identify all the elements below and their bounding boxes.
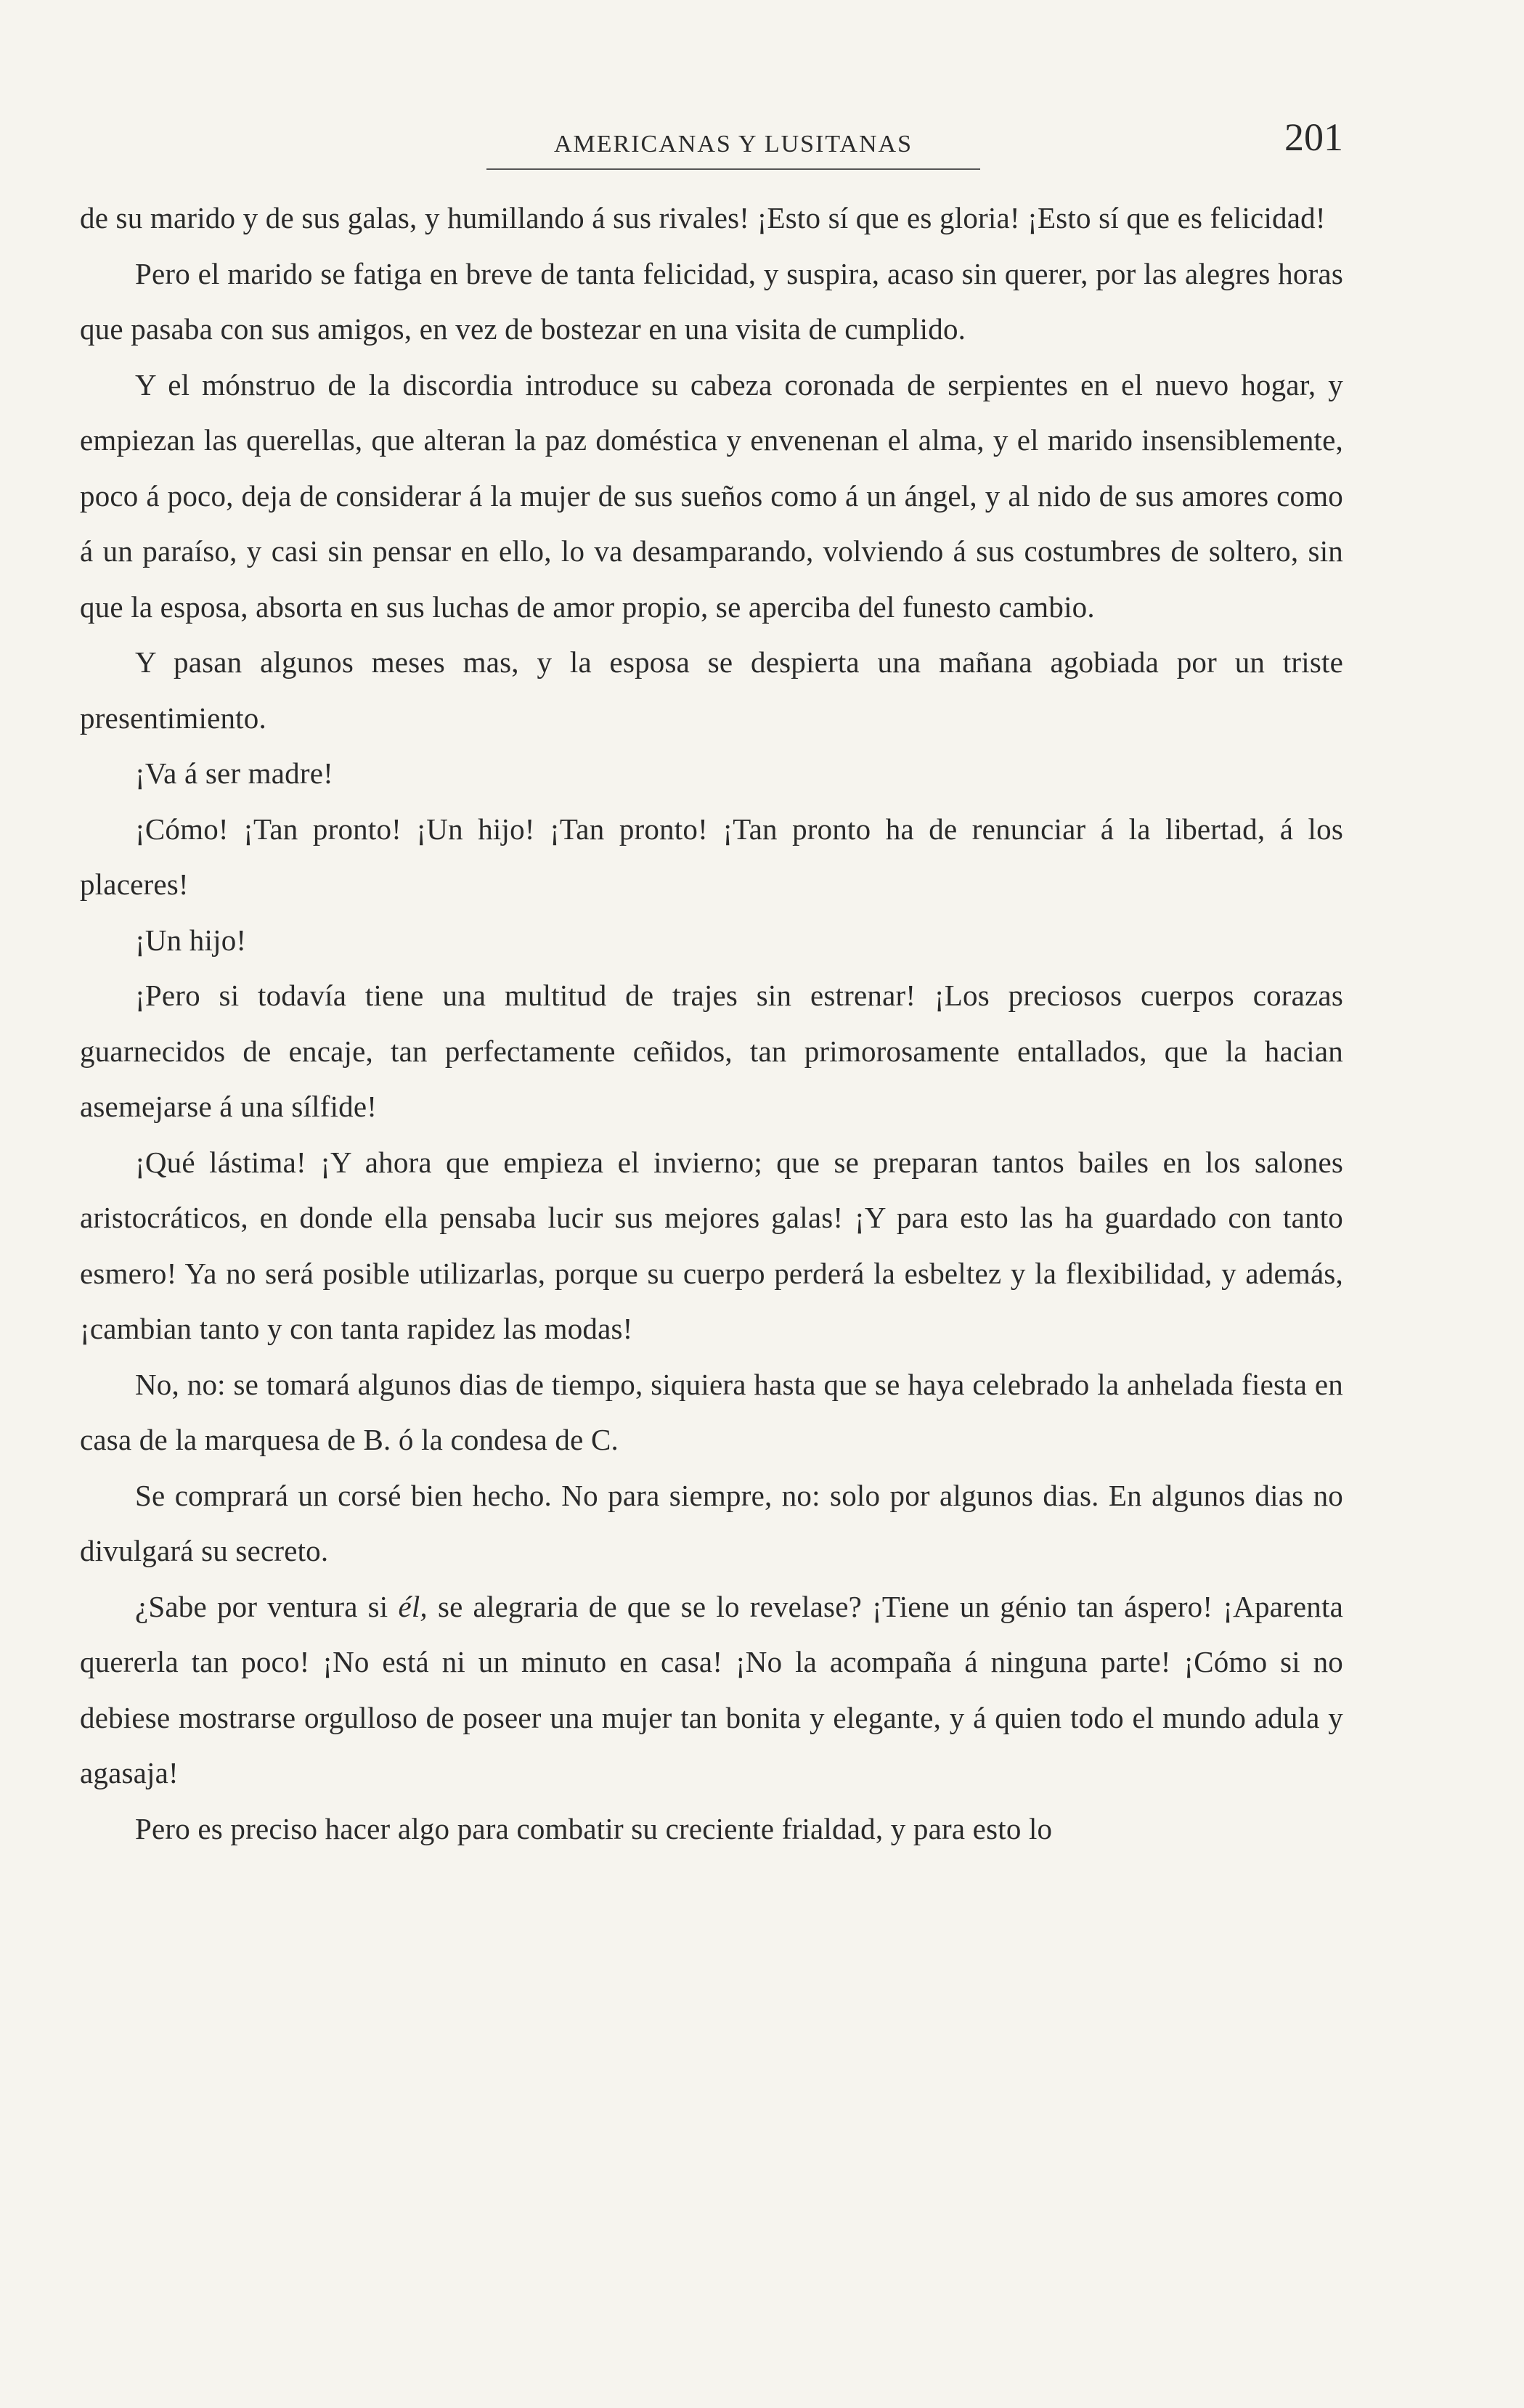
header-rule: [486, 168, 980, 170]
paragraph-12-end: se alegraria de que se lo revelase? ¡Tiene un génio tan áspero! ¡Aparenta quererla tan poco! ¡No está ni un minuto en casa! ¡No la acompaña á ninguna parte! ¡Cómo si no debiese mostrarse orgulloso de poseer una mujer tan bonita y elegante, y á quien todo el mundo adula y agasaja!: [80, 1589, 1343, 1789]
paragraph-12-start: ¿Sabe por ventura si: [135, 1589, 399, 1623]
paragraph-4: Y pasan algunos meses mas, y la esposa se despierta una mañana agobiada por un triste presentimiento.: [80, 645, 1343, 735]
paragraph-13: Pero es preciso hacer algo para combatir su creciente frialdad, y para esto lo: [135, 1811, 1053, 1845]
paragraph-2: Pero el marido se fatiga en breve de tanta felicidad, y suspira, acaso sin querer, por las alegres horas que pasaba con sus amigos, en vez de bostezar en una visita de cumplido.: [80, 256, 1343, 346]
running-title: AMERICANAS Y LUSITANAS: [553, 131, 913, 158]
body-text: [80, 190, 1343, 1856]
paragraph-12: [80, 1579, 1343, 1801]
paragraph-5: ¡Va á ser madre!: [135, 756, 333, 790]
paragraph-9: ¡Qué lástima! ¡Y ahora que empieza el invierno; que se preparan tantos bailes en los salones aristocráticos, en donde ella pensaba lucir sus mejores galas! ¡Y para esto las ha guardado con tanto esmero! Ya no será posible utilizarlas, porque su cuerpo perderá la esbeltez y la flexibilidad, y además, ¡cambian tanto y con tanta rapidez las modas!: [80, 1145, 1343, 1345]
paragraph-8: ¡Pero si todavía tiene una multitud de trajes sin estrenar! ¡Los preciosos cuerpos corazas guarnecidos de encaje, tan perfectamente ceñidos, tan primorosamente entallados, que la hacian asemejarse á una sílfide!: [80, 979, 1343, 1123]
paragraph-6: ¡Cómo! ¡Tan pronto! ¡Un hijo! ¡Tan pronto! ¡Tan pronto ha de renunciar á la libertad, á los placeres!: [80, 812, 1343, 901]
paragraph-3: Y el mónstruo de la discordia introduce su cabeza coronada de serpientes en el nuevo hogar, y empiezan las querellas, que alteran la paz doméstica y envenenan el alma, y el marido insensiblemente, poco á poco, deja de considerar á la mujer de sus sueños como á un ángel, y al nido de sus amores como á un paraíso, y casi sin pensar en ello, lo va desamparando, volviendo á sus costumbres de soltero, sin que la esposa, absorta en sus luchas de amor propio, se aperciba del funesto cambio.: [80, 367, 1343, 624]
paragraph-11: Se comprará un corsé bien hecho. No para siempre, no: solo por algunos dias. En algunos dias no divulgará su secreto.: [80, 1478, 1343, 1567]
paragraph-1: de su marido y de sus galas, y humillando á sus rivales! ¡Esto sí que es gloria! ¡Esto sí que es felicidad!: [80, 201, 1326, 234]
paragraph-7: ¡Un hijo!: [135, 923, 247, 957]
page-number: 201: [1284, 115, 1343, 159]
running-head: [80, 116, 1343, 181]
paragraph-10: No, no: se tomará algunos dias de tiempo, siquiera hasta que se haya celebrado la anhelada fiesta en casa de la marquesa de B. ó la condesa de C.: [80, 1367, 1343, 1456]
paragraph-12-italic: él,: [398, 1589, 428, 1623]
